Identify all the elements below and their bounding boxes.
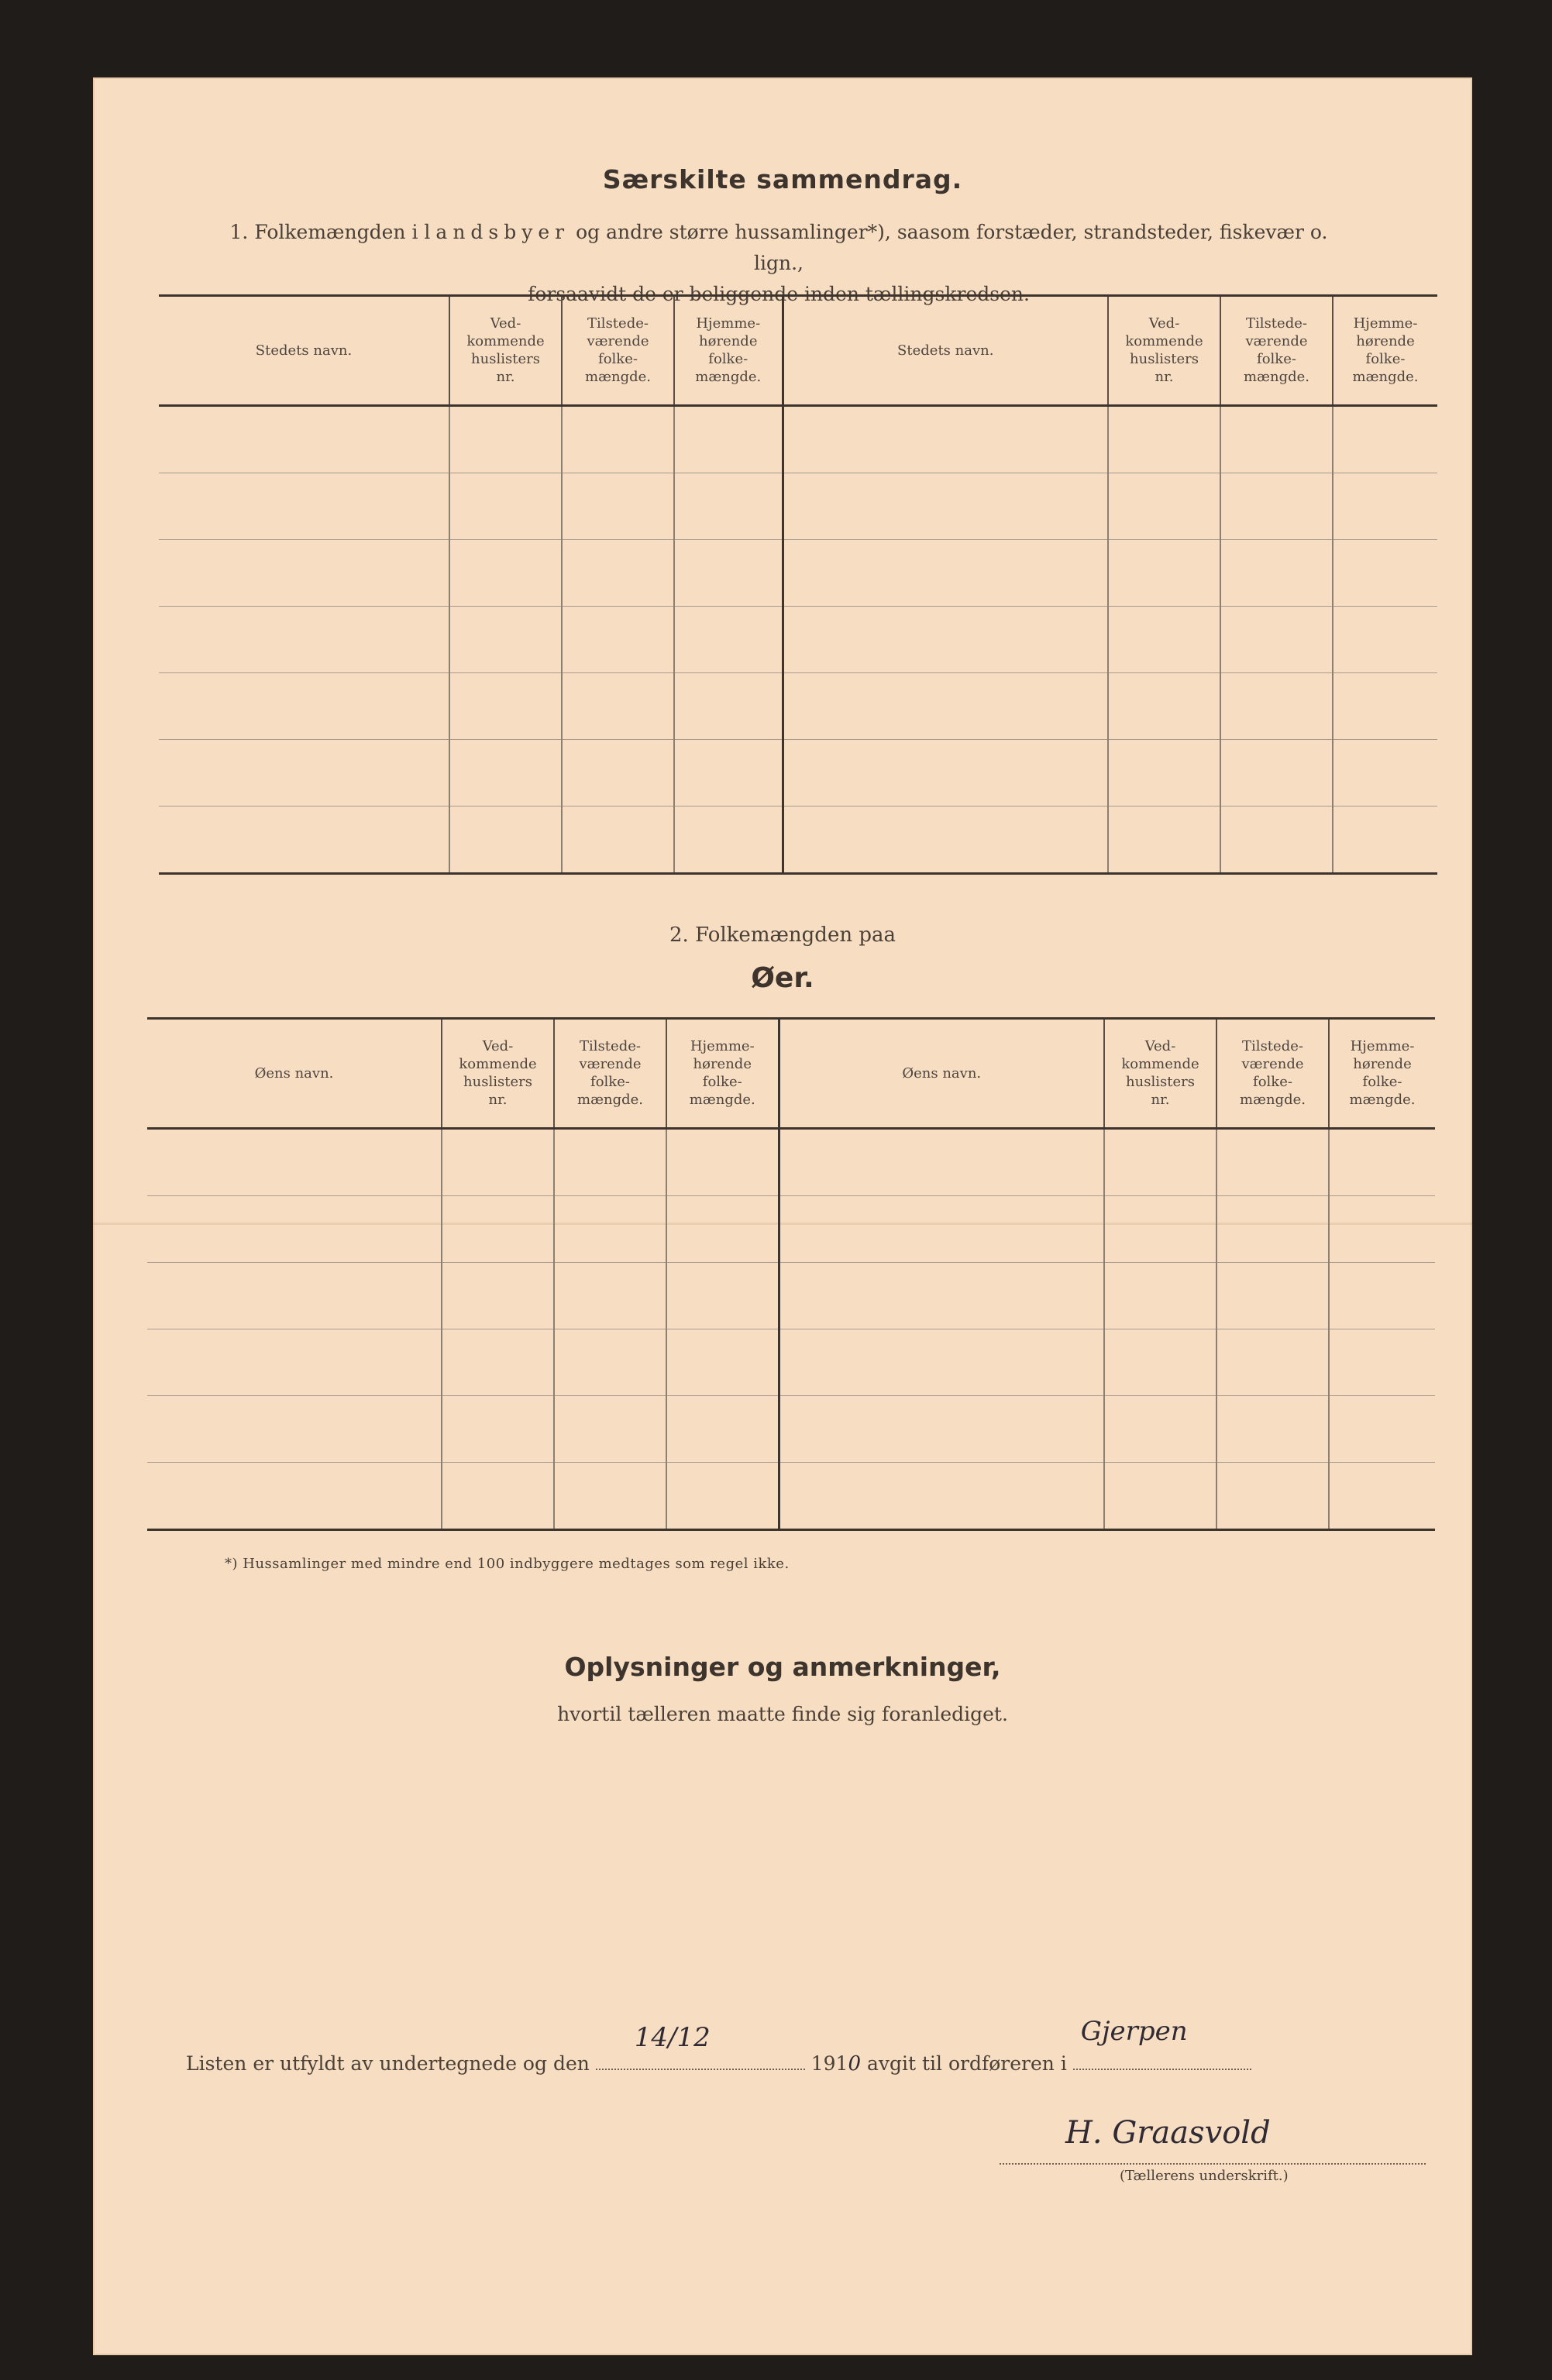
islands-cell [442, 1128, 554, 1195]
islands-cell [554, 1395, 666, 1462]
islands-cell [1216, 1462, 1329, 1529]
villages-cell [159, 539, 449, 606]
villages-cell [159, 405, 449, 473]
section2-label: 2. Folkemængden paa [669, 923, 896, 947]
villages-cell [1108, 473, 1220, 539]
islands-cell [147, 1462, 442, 1529]
villages-table-frame [159, 294, 1437, 875]
villages-cell [674, 806, 783, 872]
islands-table [147, 1020, 1435, 1529]
islands-row [147, 1262, 1435, 1329]
islands-cell [1104, 1395, 1216, 1462]
section2-title: Øer. [751, 962, 814, 994]
villages-cell [1220, 806, 1333, 872]
col-hjemmehorende-4: Hjemme- hørende folke- mængde. [1329, 1020, 1435, 1128]
islands-cell [666, 1128, 779, 1195]
villages-cell [1333, 539, 1437, 606]
col-oens-navn-2: Øens navn. [779, 1020, 1104, 1128]
villages-cell [562, 606, 674, 672]
islands-row [147, 1329, 1435, 1395]
intro-line2: forsaavidt de er beliggende inden tællingskredsen. [528, 283, 1030, 305]
villages-cell [1220, 606, 1333, 672]
villages-cell [674, 539, 783, 606]
villages-cell [562, 405, 674, 473]
villages-cell [1333, 806, 1437, 872]
villages-cell [674, 739, 783, 806]
villages-cell [783, 473, 1108, 539]
islands-cell [147, 1329, 442, 1395]
villages-cell [1108, 606, 1220, 672]
islands-cell [779, 1462, 1104, 1529]
villages-cell [449, 606, 562, 672]
islands-cell [554, 1329, 666, 1395]
place-handwritten: Gjerpen [1080, 2016, 1188, 2047]
islands-row [147, 1195, 1435, 1262]
col-hjemmehorende-2: Hjemme- hørende folke- mængde. [1333, 297, 1437, 405]
intro-part2: og andre større hussamlinger*), saasom forstæder, strandsteder, fiskevær o. lign., [576, 221, 1328, 274]
completion-statement [186, 2016, 1251, 2076]
col-tilstedevaerende-3: Tilstede- værende folke- mængde. [554, 1020, 666, 1128]
col-huslisters-nr: Ved- kommende huslisters nr. [449, 297, 562, 405]
place-field [1073, 2016, 1251, 2070]
villages-row [159, 606, 1437, 672]
islands-cell [554, 1262, 666, 1329]
villages-cell [1108, 806, 1220, 872]
villages-header-row [159, 297, 1437, 405]
villages-cell [1333, 473, 1437, 539]
villages-cell [783, 405, 1108, 473]
villages-cell [783, 672, 1108, 739]
islands-cell [1216, 1262, 1329, 1329]
villages-cell [1220, 739, 1333, 806]
footnote: *) Hussamlinger med mindre end 100 indbyggere medtages som regel ikke. [225, 1556, 790, 1572]
islands-cell [1329, 1128, 1435, 1195]
villages-cell [159, 739, 449, 806]
islands-cell [666, 1262, 779, 1329]
villages-cell [1333, 739, 1437, 806]
villages-row [159, 473, 1437, 539]
villages-cell [783, 539, 1108, 606]
islands-cell [779, 1395, 1104, 1462]
islands-cell [779, 1128, 1104, 1195]
villages-cell [159, 606, 449, 672]
islands-cell [666, 1395, 779, 1462]
islands-cell [779, 1329, 1104, 1395]
villages-cell [783, 739, 1108, 806]
islands-cell [1104, 1128, 1216, 1195]
islands-cell [666, 1462, 779, 1529]
villages-cell [1220, 405, 1333, 473]
villages-cell [1333, 405, 1437, 473]
islands-cell [442, 1462, 554, 1529]
date-handwritten: 14/12 [634, 2022, 711, 2053]
year-prefix: 191 [810, 2052, 848, 2075]
villages-cell [449, 672, 562, 739]
villages-row [159, 405, 1437, 473]
villages-cell [1108, 405, 1220, 473]
islands-cell [1216, 1128, 1329, 1195]
signature-line [1000, 2163, 1426, 2165]
villages-cell [674, 405, 783, 473]
villages-cell [449, 539, 562, 606]
col-stedets-navn: Stedets navn. [159, 297, 449, 405]
villages-cell [449, 739, 562, 806]
islands-cell [779, 1195, 1104, 1262]
islands-header-row [147, 1020, 1435, 1128]
census-form-page [93, 77, 1472, 2355]
year-handwritten: 0 [848, 2052, 862, 2076]
islands-cell [147, 1262, 442, 1329]
signature-caption: (Tællerens underskrift.) [1120, 2168, 1289, 2184]
villages-cell [1108, 539, 1220, 606]
col-hjemmehorende-3: Hjemme- hørende folke- mængde. [666, 1020, 779, 1128]
villages-cell [562, 539, 674, 606]
islands-cell [442, 1329, 554, 1395]
villages-cell [1220, 473, 1333, 539]
islands-cell [1216, 1195, 1329, 1262]
villages-cell [1108, 739, 1220, 806]
intro-number: 1. [229, 221, 249, 243]
islands-cell [1329, 1395, 1435, 1462]
islands-cell [1329, 1195, 1435, 1262]
islands-cell [554, 1128, 666, 1195]
islands-cell [779, 1262, 1104, 1329]
villages-cell [449, 806, 562, 872]
islands-cell [666, 1195, 779, 1262]
islands-row [147, 1462, 1435, 1529]
islands-cell [442, 1395, 554, 1462]
villages-cell [449, 473, 562, 539]
col-hjemmehorende: Hjemme- hørende folke- mængde. [674, 297, 783, 405]
islands-cell [1104, 1462, 1216, 1529]
islands-row [147, 1128, 1435, 1195]
villages-cell [159, 473, 449, 539]
islands-cell [666, 1329, 779, 1395]
islands-cell [554, 1462, 666, 1529]
villages-cell [159, 806, 449, 872]
villages-cell [1220, 672, 1333, 739]
villages-cell [1220, 539, 1333, 606]
islands-cell [1329, 1262, 1435, 1329]
villages-cell [1333, 606, 1437, 672]
col-huslisters-nr-4: Ved- kommende huslisters nr. [1104, 1020, 1216, 1128]
villages-cell [674, 672, 783, 739]
villages-cell [159, 672, 449, 739]
islands-row [147, 1395, 1435, 1462]
remarks-title: Oplysninger og anmerkninger, [564, 1652, 1001, 1682]
islands-cell [147, 1128, 442, 1195]
villages-cell [674, 473, 783, 539]
col-huslisters-nr-2: Ved- kommende huslisters nr. [1108, 297, 1220, 405]
col-oens-navn: Øens navn. [147, 1020, 442, 1128]
villages-cell [783, 806, 1108, 872]
islands-cell [1216, 1329, 1329, 1395]
villages-row [159, 672, 1437, 739]
col-huslisters-nr-3: Ved- kommende huslisters nr. [442, 1020, 554, 1128]
islands-cell [442, 1195, 554, 1262]
islands-cell [1104, 1329, 1216, 1395]
completion-text-1: Listen er utfyldt av undertegnede og den [186, 2052, 590, 2075]
villages-table [159, 297, 1437, 872]
col-tilstedevaerende: Tilstede- værende folke- mængde. [562, 297, 674, 405]
islands-cell [554, 1195, 666, 1262]
islands-table-frame [147, 1017, 1435, 1531]
villages-cell [562, 806, 674, 872]
islands-cell [1329, 1462, 1435, 1529]
villages-cell [562, 739, 674, 806]
remarks-subtitle: hvortil tælleren maatte finde sig foranlediget. [557, 1703, 1008, 1725]
islands-cell [1104, 1195, 1216, 1262]
villages-row [159, 806, 1437, 872]
col-stedets-navn-2: Stedets navn. [783, 297, 1108, 405]
villages-cell [783, 606, 1108, 672]
form-heading: Særskilte sammendrag. [602, 164, 963, 194]
islands-cell [442, 1262, 554, 1329]
col-tilstedevaerende-2: Tilstede- værende folke- mængde. [1220, 297, 1333, 405]
intro-spaced-word: landsbyer [424, 221, 570, 243]
date-field [596, 2022, 805, 2070]
villages-row [159, 539, 1437, 606]
villages-cell [449, 405, 562, 473]
islands-cell [1216, 1395, 1329, 1462]
islands-cell [147, 1395, 442, 1462]
col-tilstedevaerende-4: Tilstede- værende folke- mængde. [1216, 1020, 1329, 1128]
villages-cell [1108, 672, 1220, 739]
completion-text-2: avgit til ordføreren i [866, 2052, 1067, 2075]
islands-cell [1329, 1329, 1435, 1395]
islands-cell [147, 1195, 442, 1262]
villages-row [159, 739, 1437, 806]
signature-handwritten: H. Graasvold [1065, 2115, 1271, 2151]
villages-cell [1333, 672, 1437, 739]
villages-cell [562, 473, 674, 539]
intro-part1: Folkemængden i [254, 221, 418, 243]
villages-cell [562, 672, 674, 739]
islands-cell [1104, 1262, 1216, 1329]
villages-cell [674, 606, 783, 672]
